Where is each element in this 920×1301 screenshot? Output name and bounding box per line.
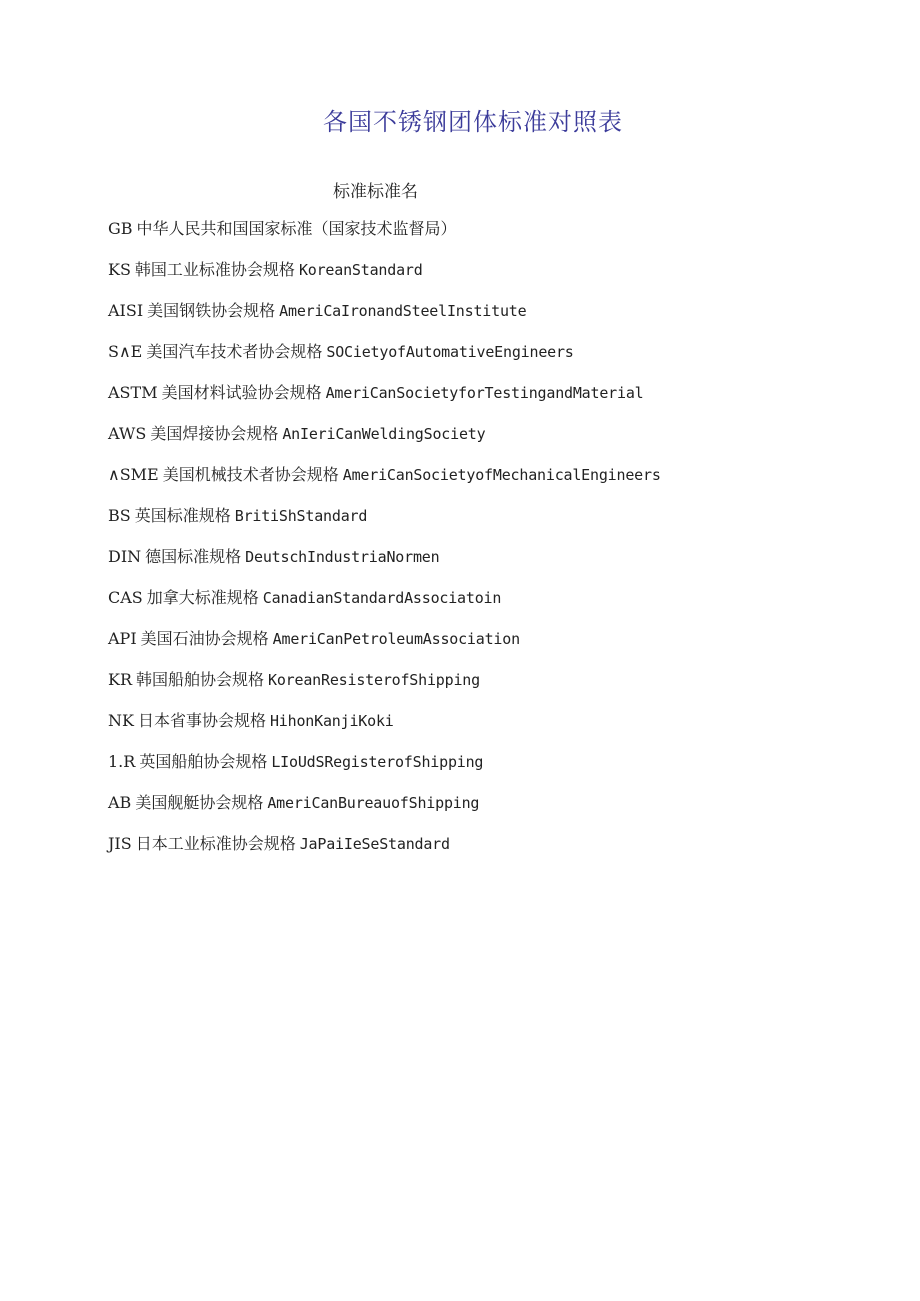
standard-name-cn: 英国标准规格 xyxy=(134,506,231,525)
standard-code: KR xyxy=(108,670,132,689)
standard-code: JIS xyxy=(108,834,132,853)
standard-name-cn: 加拿大标准规格 xyxy=(146,588,259,607)
list-item xyxy=(108,219,898,260)
standard-code: AWS xyxy=(108,424,147,443)
standard-code: AB xyxy=(108,793,132,812)
standard-name-cn: 美国汽车技术者协会规格 xyxy=(146,342,323,361)
standard-name-cn: 美国焊接协会规格 xyxy=(150,424,279,443)
standard-name-en: JaPaiIeSeStandard xyxy=(299,835,450,853)
standard-name-cn: 英国船舶协会规格 xyxy=(139,752,268,771)
list-item xyxy=(108,424,898,465)
standard-name-en: HihonKanjiKoki xyxy=(269,712,394,730)
standard-code: GB xyxy=(108,219,133,238)
standard-name-en: AmeriCanSocietyforTestingandMaterial xyxy=(325,384,644,402)
list-item xyxy=(108,670,898,711)
table-header: 标准标准名 xyxy=(333,182,418,202)
standard-name-en: KoreanResisterofShipping xyxy=(268,671,480,689)
standard-name-cn: 美国石油协会规格 xyxy=(140,629,269,648)
standard-name-cn: 韩国工业标准协会规格 xyxy=(134,260,295,279)
list-item xyxy=(108,547,898,588)
standard-name-en: BritiShStandard xyxy=(234,507,368,525)
list-item xyxy=(108,834,898,875)
standard-code: S∧E xyxy=(108,342,143,361)
standard-name-en: AmeriCanSocietyofMechanicalEngineers xyxy=(342,466,661,484)
list-item xyxy=(108,793,898,834)
standard-name-cn: 中华人民共和国国家标准（国家技术监督局） xyxy=(136,219,457,238)
standard-name-cn: 美国材料试验协会规格 xyxy=(161,383,322,402)
standard-code: ∧SME xyxy=(108,465,159,484)
list-item xyxy=(108,629,898,670)
standard-code: AISI xyxy=(108,301,144,320)
standard-code: ASTM xyxy=(108,383,158,402)
standard-name-en: SOCietyofAutomativeEngineers xyxy=(326,343,574,361)
standard-name-cn: 韩国船舶协会规格 xyxy=(136,670,265,689)
standard-code: KS xyxy=(108,260,131,279)
standard-code: BS xyxy=(108,506,131,525)
standard-code: 1.R xyxy=(108,752,136,771)
standard-name-cn: 美国机械技术者协会规格 xyxy=(162,465,339,484)
standard-name-en: AmeriCaIronandSteelInstitute xyxy=(279,302,527,320)
list-item xyxy=(108,588,898,629)
list-item xyxy=(108,260,898,301)
list-item xyxy=(108,383,898,424)
standard-code: NK xyxy=(108,711,134,730)
standard-name-en: KoreanStandard xyxy=(298,261,423,279)
list-item xyxy=(108,301,898,342)
list-item xyxy=(108,342,898,383)
list-item xyxy=(108,752,898,793)
standards-list xyxy=(108,219,898,875)
standard-name-en: LIoUdSRegisterofShipping xyxy=(271,753,484,771)
standard-name-en: DeutschIndustriaNormen xyxy=(245,548,440,566)
list-item xyxy=(108,506,898,547)
standard-name-en: AnIeriCanWeldingSociety xyxy=(282,425,486,443)
standard-name-en: CanadianStandardAssociatoin xyxy=(262,589,502,607)
list-item xyxy=(108,711,898,752)
page-title: 各国不锈钢团体标准对照表 xyxy=(323,108,623,136)
standard-name-en: AmeriCanPetroleumAssociation xyxy=(272,630,520,648)
standard-name-cn: 美国舰艇协会规格 xyxy=(135,793,264,812)
standard-name-en: AmeriCanBureauofShipping xyxy=(267,794,480,812)
standard-code: API xyxy=(108,629,137,648)
standard-name-cn: 德国标准规格 xyxy=(145,547,242,566)
list-item xyxy=(108,465,898,506)
standard-name-cn: 日本工业标准协会规格 xyxy=(135,834,296,853)
standard-code: CAS xyxy=(108,588,143,607)
standard-code: DIN xyxy=(108,547,142,566)
standard-name-cn: 日本省事协会规格 xyxy=(137,711,266,730)
standard-name-cn: 美国钢铁协会规格 xyxy=(147,301,276,320)
